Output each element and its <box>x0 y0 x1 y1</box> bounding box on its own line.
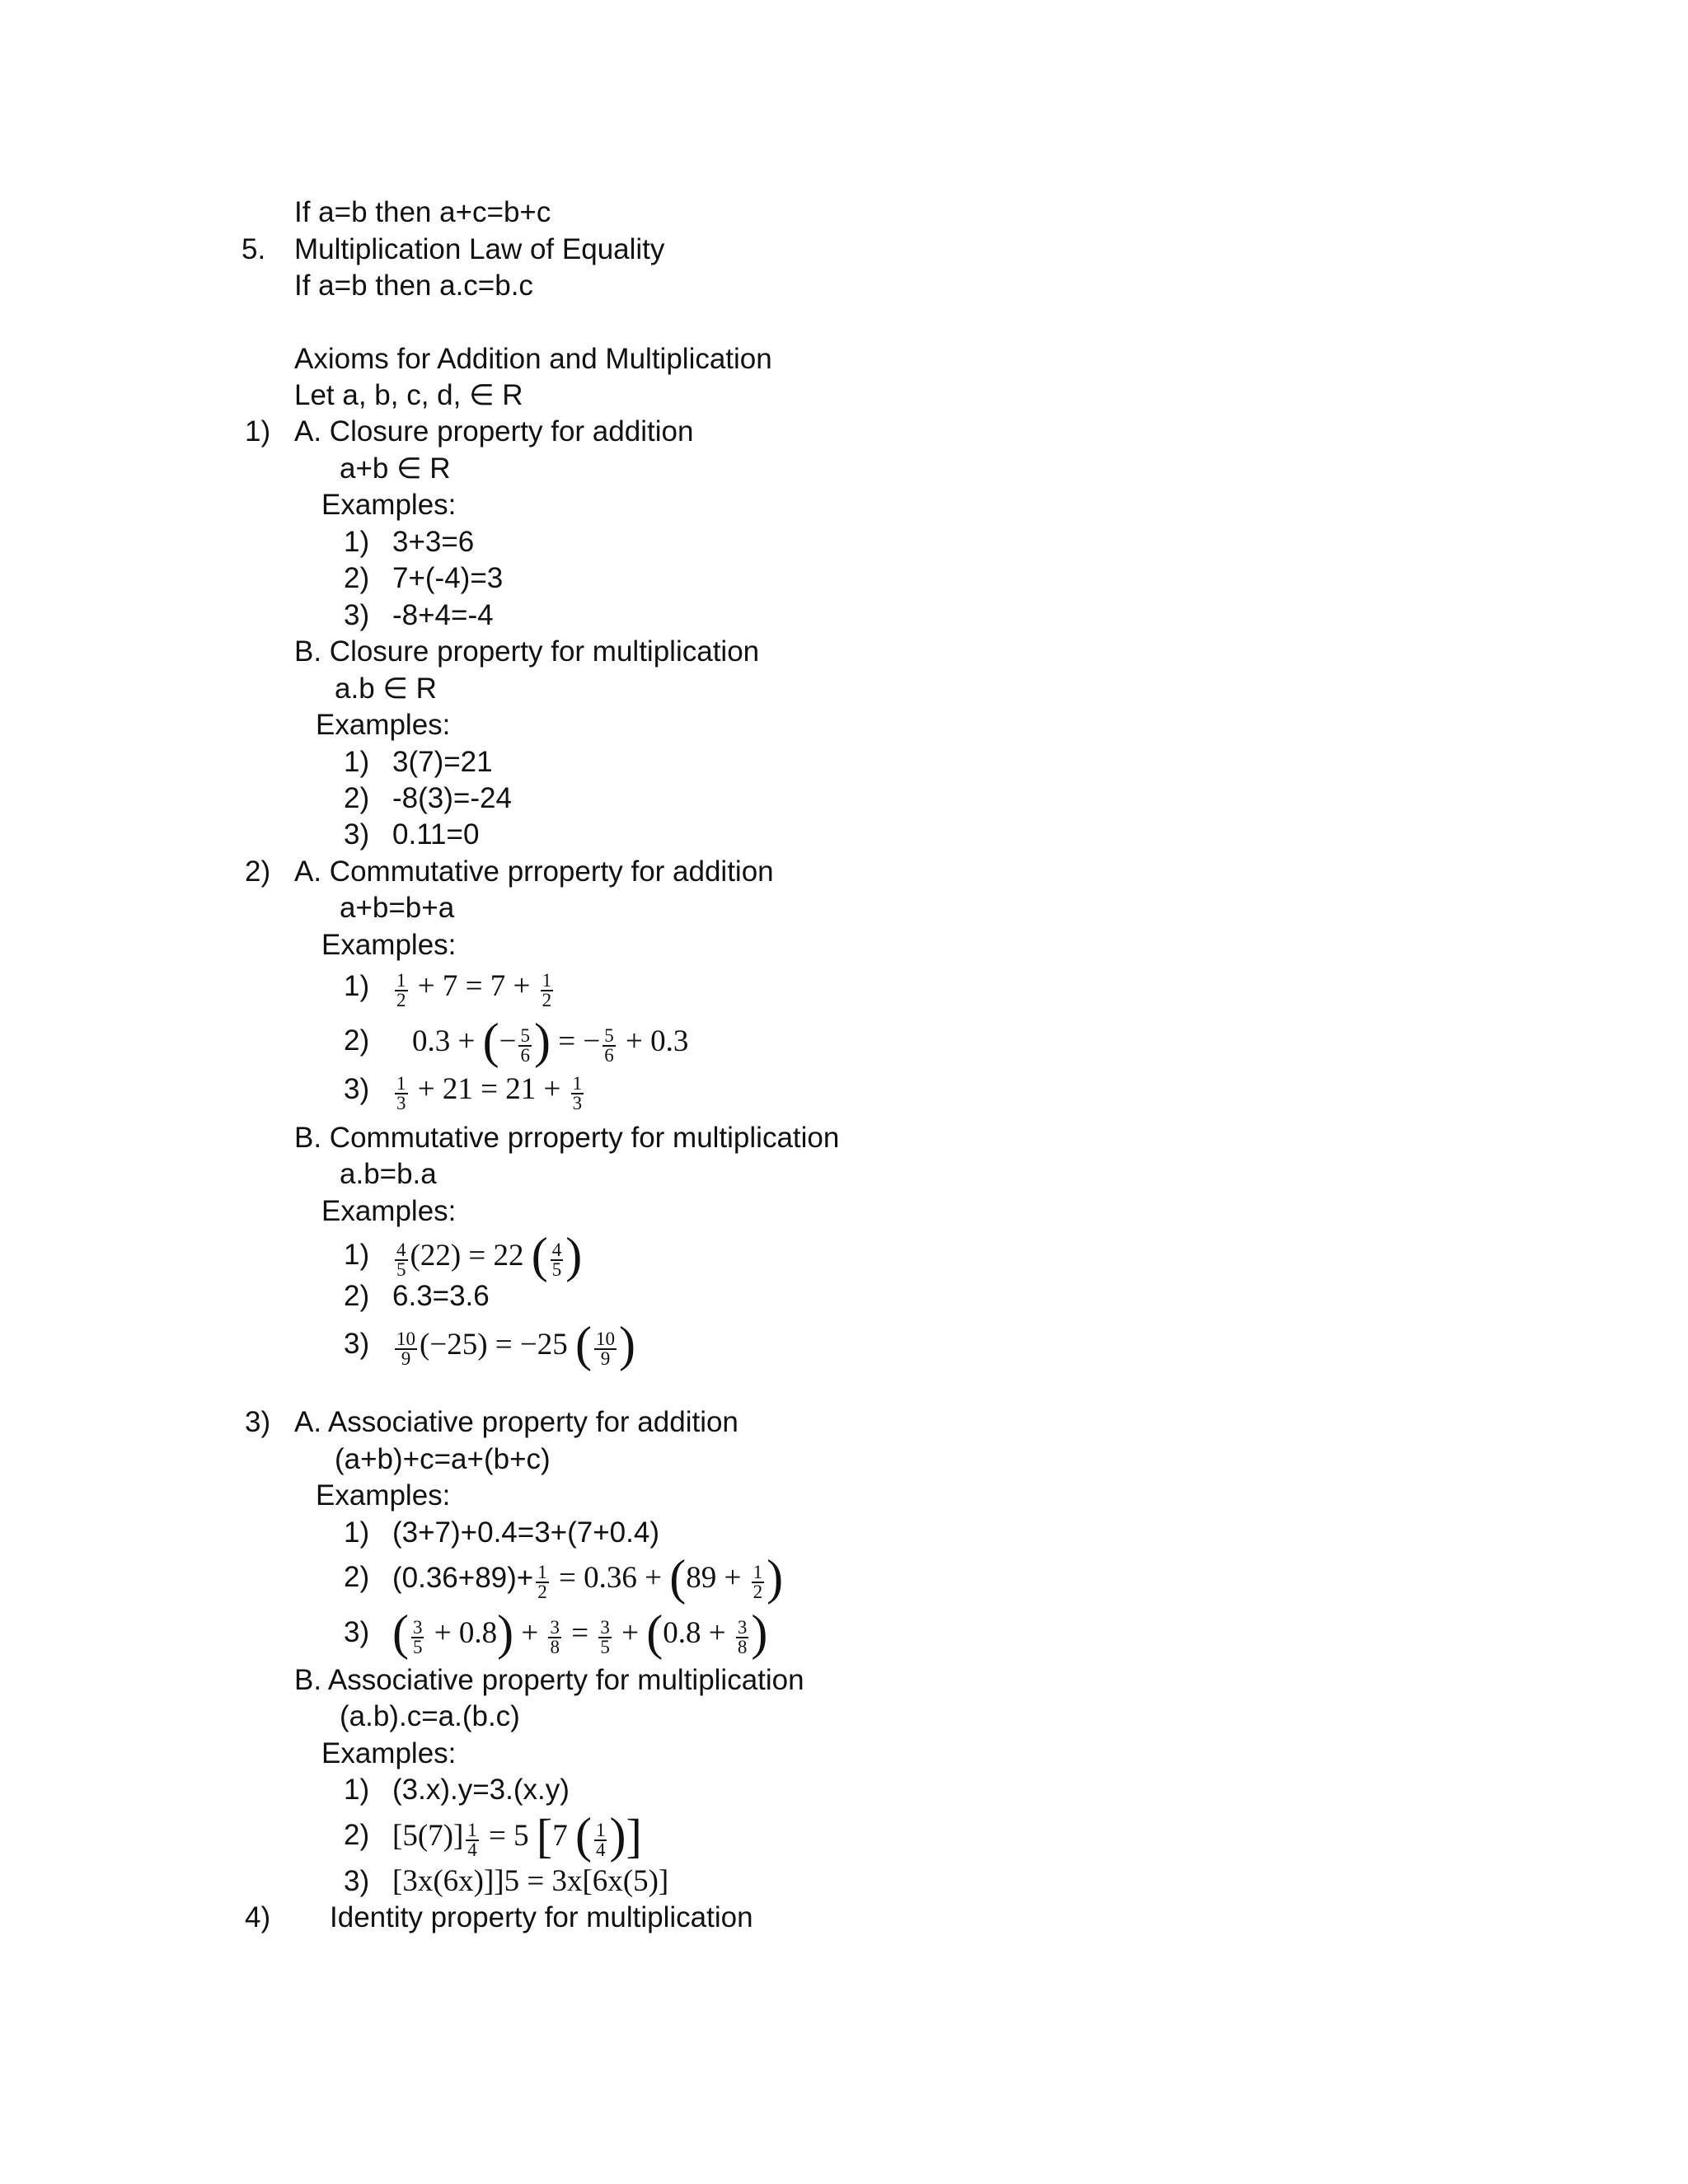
example-number: 1) <box>344 1239 370 1271</box>
commutative-addition-example-3: $\frac{1}{3}$ + 21 = 21 + $\frac{1}{3}$ <box>396 1072 583 1113</box>
associative-addition-example-1: (3+7)+0.4=3+(7+0.4) <box>392 1516 659 1549</box>
commutative-multiplication-rule: a.b=b.a <box>340 1158 437 1190</box>
commutative-multiplication-example-1: $\frac{4}{5}$ (22) = 22 ( $\frac{4}{5}$ ) <box>396 1228 583 1282</box>
right-paren: ) <box>751 1605 768 1660</box>
example-number: 3) <box>344 1073 370 1105</box>
example-number: 3) <box>344 1328 370 1360</box>
axioms-let-line: Let a, b, c, d, ∈ R <box>294 379 523 411</box>
left-paren: ( <box>669 1550 687 1605</box>
associative-addition-title: A. Associative property for addition <box>294 1406 738 1438</box>
commutative-addition-title: A. Commutative prroperty for addition <box>294 855 774 888</box>
closure-addition-example: 7+(-4)=3 <box>392 562 504 594</box>
fraction: $\frac{1}{2}$ <box>537 1562 547 1602</box>
closure-multiplication-title: B. Closure property for multiplication <box>294 635 760 668</box>
closure-addition-example: -8+4=-4 <box>392 599 494 631</box>
fraction: $\frac{1}{2}$ <box>542 970 552 1010</box>
example-number: 2) <box>344 1561 370 1593</box>
closure-multiplication-example: 3(7)=21 <box>392 746 493 778</box>
associative-multiplication-example-2: [5(7)] $\frac{1}{4}$ = 5 [7 ( $\frac{1}{4}$ )] <box>392 1808 642 1863</box>
closure-number: 1) <box>245 415 271 448</box>
right-bracket: ] <box>626 1809 642 1863</box>
fraction: $\frac{3}{8}$ <box>737 1617 748 1657</box>
fraction: $\frac{5}{6}$ <box>520 1025 530 1066</box>
left-paren: ( <box>646 1605 663 1660</box>
associative-multiplication-rule: (a.b).c=a.(b.c) <box>340 1700 520 1732</box>
closure-addition-title: A. Closure property for addition <box>294 415 694 448</box>
fraction: $\frac{1}{3}$ <box>396 1073 406 1113</box>
example-number: 2) <box>344 782 370 814</box>
right-paren: ) <box>767 1550 784 1605</box>
fraction: $\frac{3}{5}$ <box>600 1617 610 1657</box>
identity-title: Identity property for multiplication <box>330 1901 753 1933</box>
example-number: 2) <box>344 1280 370 1312</box>
fraction: $\frac{5}{6}$ <box>604 1025 614 1066</box>
right-paren: ) <box>618 1317 635 1371</box>
example-number: 1) <box>344 1774 370 1806</box>
commutative-multiplication-title: B. Commutative prroperty for multiplication <box>294 1122 840 1154</box>
closure-addition-rule: a+b ∈ R <box>340 452 451 485</box>
fraction: $\frac{10}{9}$ <box>595 1329 615 1369</box>
left-paren: ( <box>392 1605 409 1660</box>
closure-multiplication-example: 0.11=0 <box>392 818 480 851</box>
example-number: 1) <box>344 970 370 1002</box>
fraction: $\frac{1}{3}$ <box>572 1073 583 1113</box>
example-number: 3) <box>344 818 370 851</box>
fraction: $\frac{4}{5}$ <box>396 1240 406 1280</box>
fraction: $\frac{3}{8}$ <box>550 1617 560 1657</box>
fraction: $\frac{1}{4}$ <box>595 1820 606 1860</box>
closure-addition-examples-label: Examples: <box>321 489 457 521</box>
commutative-multiplication-example-2: 6.3=3.6 <box>392 1280 490 1312</box>
right-paren: ) <box>565 1228 583 1282</box>
closure-multiplication-rule: a.b ∈ R <box>335 673 437 705</box>
closure-multiplication-example: -8(3)=-24 <box>392 782 512 814</box>
example-number: 2) <box>344 1024 370 1057</box>
associative-addition-example-2: (0.36+89)+ $\frac{1}{2}$ = 0.36 + (89 + $\frac{1}{2}$ ) <box>392 1550 784 1605</box>
example-number: 1) <box>344 1516 370 1549</box>
associative-number: 3) <box>245 1406 271 1438</box>
associative-multiplication-examples-label: Examples: <box>321 1737 457 1769</box>
associative-addition-example-3: ( $\frac{3}{5}$ + 0.8) + $\frac{3}{8}$ = $\frac{3}{5}$ + (0.8 + $\frac{3}{8}$ ) <box>392 1605 768 1660</box>
example-number: 2) <box>344 1819 370 1851</box>
right-paren: ) <box>533 1014 551 1068</box>
left-paren: ( <box>531 1228 548 1282</box>
right-paren: ) <box>497 1605 514 1660</box>
fraction: $\frac{3}{5}$ <box>412 1617 423 1657</box>
commutative-addition-examples-label: Examples: <box>321 929 457 961</box>
fraction: $\frac{10}{9}$ <box>396 1329 415 1369</box>
item-5-number: 5. <box>241 233 266 265</box>
axioms-heading: Axioms for Addition and Multiplication <box>294 343 772 375</box>
fraction: $\frac{1}{2}$ <box>396 970 406 1010</box>
associative-multiplication-example-1: (3.x).y=3.(x.y) <box>392 1774 570 1806</box>
item-5-statement: If a=b then a.c=b.c <box>294 269 533 302</box>
commutative-addition-rule: a+b=b+a <box>340 892 455 924</box>
left-paren: ( <box>575 1317 592 1371</box>
example-number: 1) <box>344 746 370 778</box>
associative-multiplication-title: B. Associative property for multiplication <box>294 1664 804 1696</box>
fraction: $\frac{4}{5}$ <box>551 1240 562 1280</box>
associative-addition-examples-label: Examples: <box>316 1479 451 1511</box>
example-number: 2) <box>344 562 370 594</box>
commutative-addition-example-1: $\frac{1}{2}$ + 7 = 7 + $\frac{1}{2}$ <box>396 969 552 1010</box>
identity-number: 4) <box>245 1901 271 1933</box>
closure-multiplication-examples-label: Examples: <box>316 709 451 741</box>
left-paren: ( <box>482 1014 499 1068</box>
fraction: $\frac{1}{4}$ <box>467 1820 477 1860</box>
addition-law-statement: If a=b then a+c=b+c <box>294 196 551 228</box>
left-bracket: [ <box>536 1809 553 1863</box>
example-number: 3) <box>344 1865 370 1897</box>
commutative-addition-example-2: 0.3 + (− $\frac{5}{6}$ ) = − $\frac{5}{6}$ + 0.3 <box>412 1014 689 1068</box>
example-number: 1) <box>344 526 370 558</box>
example-number: 3) <box>344 599 370 631</box>
associative-addition-rule: (a+b)+c=a+(b+c) <box>335 1443 551 1475</box>
fraction: $\frac{1}{2}$ <box>753 1562 763 1602</box>
closure-addition-example: 3+3=6 <box>392 526 475 558</box>
right-paren: ) <box>609 1808 626 1863</box>
left-paren: ( <box>575 1808 592 1863</box>
commutative-multiplication-examples-label: Examples: <box>321 1195 457 1227</box>
example-number: 3) <box>344 1616 370 1648</box>
associative-multiplication-example-3: [3x(6x)]]5 = 3x[6x(5)] <box>392 1864 669 1898</box>
commutative-multiplication-example-3: $\frac{10}{9}$ (−25) = −25 ( $\frac{10}{9}$ ) <box>396 1317 635 1371</box>
commutative-number: 2) <box>245 855 271 888</box>
item-5-title: Multiplication Law of Equality <box>294 233 665 265</box>
